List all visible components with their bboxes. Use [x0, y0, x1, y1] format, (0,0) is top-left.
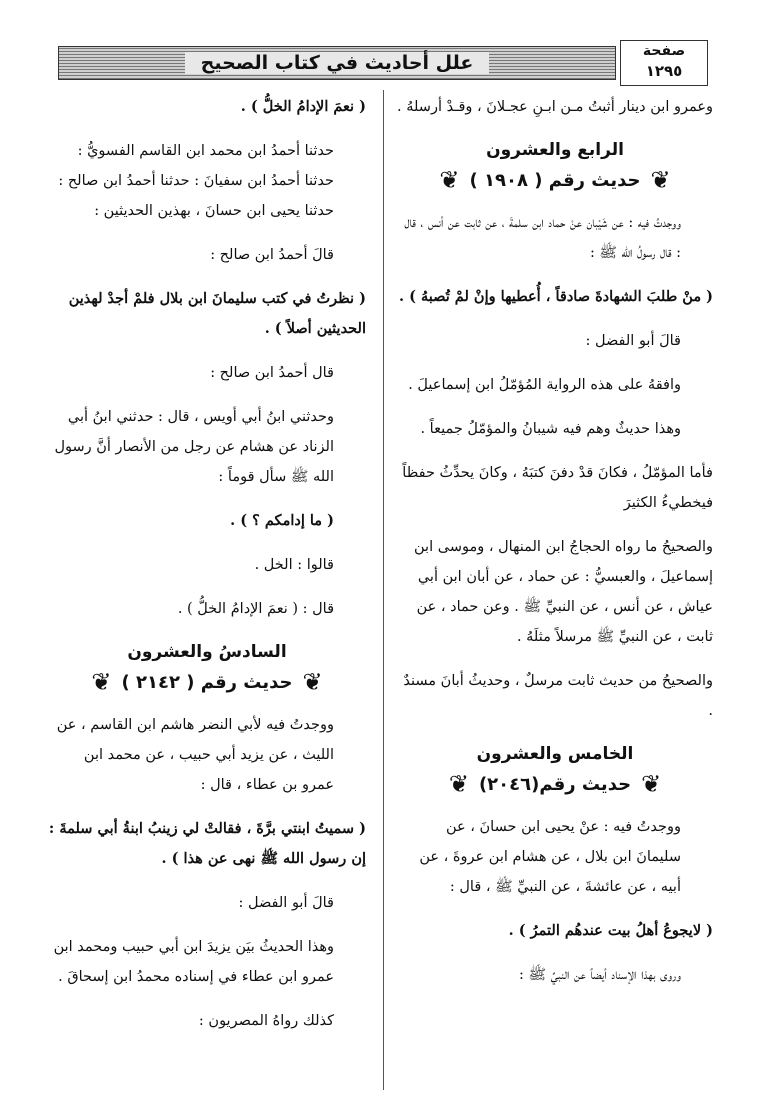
- quote: ( نظرتُ في كتب سليمانَ ابن بلال فلمْ أجدْ لهذين الحديثين أصلاً ) .: [68, 290, 366, 337]
- paragraph: وهذا الحديثُ بيَن يزيدَ ابن أبي حبيب ومحمد ابن عمرو ابن عطاء في إسناده محمدُ ابن إسحاقَ .: [53, 939, 334, 985]
- paragraph: وعمرو ابن دينار أثبتُ مـن ابـنِ عجـلانَ ، وقـدْ أرسلهُ .: [397, 99, 713, 115]
- ornament-icon: ❦: [650, 166, 671, 194]
- hadith-label: حديث رقم ( ٢١٤٢ ): [121, 671, 293, 693]
- section-heading: الرابع والعشرون: [486, 140, 624, 160]
- title-banner: [58, 46, 616, 80]
- ornament-icon: ❦: [439, 166, 460, 194]
- paragraph: ووجدتُ فيه : عنْ يحيى ابن حسانَ ، عن سليمانَ ابن بلال ، عن هشام ابن عروةَ ، عن أبيه ، عن عائشةَ ، عن النبيِّ ﷺ ، قال :: [419, 819, 681, 895]
- paragraph: قالَ أبو الفضل :: [585, 333, 681, 349]
- section-heading: الخامس والعشرون: [476, 744, 634, 764]
- paragraph: قالوا : الخل .: [254, 557, 334, 573]
- left-column: [48, 92, 366, 1090]
- hadith-number: [48, 670, 366, 694]
- book-title: علل أحاديث في كتاب الصحيح: [185, 52, 490, 74]
- quote: ( ما إدامكم ؟ ) .: [230, 512, 334, 529]
- page-label: صفحة: [642, 43, 686, 59]
- paragraph: كذلك رواهُ المصريون :: [198, 1013, 334, 1029]
- hadith-number: [397, 772, 713, 796]
- paragraph: وافقهُ على هذه الرواية المُؤمّلُ ابن إسماعيلَ .: [408, 377, 681, 393]
- section-heading: السادسُ والعشرون: [127, 642, 287, 662]
- paragraph: قال أحمدُ ابن صالح :: [210, 365, 334, 381]
- paragraph: حدثنا أحمدُ ابن محمد ابن القاسم الفسويُّ : حدثنا أحمدُ ابن سفيانَ : حدثنا أحمدُ ابن صالح : حدثنا يحيى ابن حسانَ ، بهذين الحديثين :: [58, 143, 334, 219]
- paragraph: قالَ أحمدُ ابن صالح :: [210, 247, 334, 263]
- paragraph: وهذا حديثٌ وهم فيه شيبانُ والمؤمّلُ جميعاً .: [420, 421, 681, 437]
- ornament-icon: ❦: [641, 770, 662, 798]
- quote: ( نعمَ الإدامُ الخلُّ ) .: [240, 98, 366, 115]
- hadith-label: حديث رقم(٢٠٤٦): [478, 773, 632, 795]
- paragraph: ووجدتُ فيه لأبي النضر هاشم ابن القاسم ، عن الليث ، عن يزيد أبي حبيب ، عن محمد ابن عمرو بن عطاء ، قال :: [56, 717, 334, 793]
- paragraph: قال : ( نعمَ الإدامُ الخلُّ ) .: [177, 601, 334, 617]
- quote: ( منْ طلبَ الشهادةَ صادقاً ، أُعطيها وإنْ لمْ تُصبهُ ) .: [399, 288, 713, 305]
- hadith-number: [397, 168, 713, 192]
- quote: ( لايجوعُ أهلُ بيت عندهُم التمرُ ) .: [508, 922, 713, 939]
- paragraph: وحدثني ابنُ أبي أويس ، قال : حدثني ابنُ أبي الزناد عن هشام عن رجل من الأنصار أنَّ رسول الله ﷺ سأل قوماً :: [54, 409, 334, 485]
- ornament-icon: ❦: [91, 668, 112, 696]
- page-number-box: [620, 40, 708, 86]
- paragraph: والصحيحُ من حديث ثابت مرسلٌ ، وحديثُ أبانَ مسندٌ .: [403, 673, 713, 719]
- page-header: [58, 40, 708, 90]
- column-divider: [383, 90, 384, 1090]
- page-number: ١٢٩٥: [645, 62, 683, 80]
- paragraph: قالَ أبو الفضل :: [238, 895, 334, 911]
- paragraph: والصحيحُ ما رواه الحجاجُ ابن المنهال ، وموسى ابن إسماعيلَ ، والعبسيُّ : عن حماد ، عن أبان ابن أبي عياش ، عن أنس ، عن النبيِّ ﷺ . وعن حماد ، عن ثابت ، عن النبيِّ ﷺ مرسلاً مثلَهُ .: [414, 539, 713, 645]
- paragraph: وروى بهذا الإسناد أيضاً عن النبيِّ ﷺ :: [519, 967, 681, 983]
- paragraph: فأما المؤمّلُ ، فكانَ قدْ دفنَ كتبَهُ ، وكانَ يحدِّثُ حفظاً فيخطيءُ الكثيرَ: [402, 465, 713, 511]
- right-column: [397, 92, 713, 1090]
- paragraph: ووجدتُ فيه : عن شَيْبان عنْ حماد ابن سلمةَ ، عن ثابت عن أنس ، قال : قال رسولُ الله ﷺ :: [404, 215, 681, 261]
- ornament-icon: ❦: [302, 668, 323, 696]
- quote: ( سميتُ ابنتي برَّةَ ، فقالتْ لي زينبُ ابنةُ أبي سلمةَ : إن رسول الله ﷺ نهى عن هذا ) .: [48, 820, 366, 867]
- ornament-icon: ❦: [448, 770, 469, 798]
- hadith-label: حديث رقم ( ١٩٠٨ ): [469, 169, 641, 191]
